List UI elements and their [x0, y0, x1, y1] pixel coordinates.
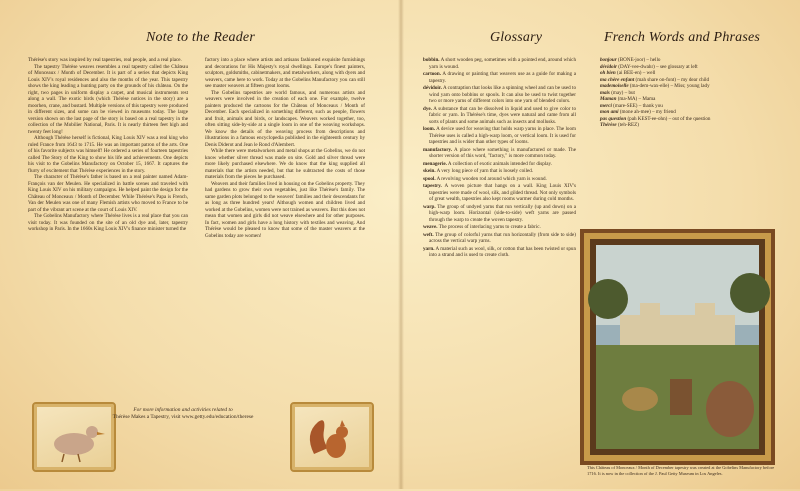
- tapestry-image: [580, 229, 775, 491]
- note-title: Note to the Reader: [146, 30, 255, 45]
- french-entry: merci (mare-SEE) – thank you: [600, 102, 663, 109]
- french-entry: dévidoir (DAY-vee-dwahr) – see glossary at left: [600, 63, 698, 70]
- glossary-entry: warp. The group of undyed yarns that run vertically (up and down) on a high-warp loom. Horizontal (side-to-side) weft yarns are passed through the warp to create the woven tapestry.: [423, 203, 576, 223]
- note-paragraph: The character of Thérèse's father is based on a real painter named Adam-François van der Meulen. He specialized in battle scenes and traveled with King Louis XIV on his military campaigns. He helped paint the design for the Château of Monceaux / Month of December. While Thérèse's Papa is French, Van der Meulen was one of many Flemish artists who moved to France to be part of the vibrant art scene at the court of Louis XIV.: [28, 174, 188, 213]
- note-paragraph: Although Thérèse herself is fictional, King Louis XIV was a real king who ruled France from 1643 to 1715. He was an important patron of the arts. One of his favorite subjects was himself! He ordered a series of fourteen tapestries called The Story of the King to show his life and achievements. One depicts his visit to the Gobelins Manufactory on October 15, 1667. It captures the flurry of excitement that Thérèse experiences in the story.: [28, 135, 188, 174]
- french-entry: bonjour (BONE-joor) – hello: [600, 57, 661, 63]
- french-entry: mon ami (mone ah-mee) – my friend: [600, 109, 676, 115]
- note-paragraph: While there were metalworkers and metal shops at the Gobelins, we do not know whether silver thread was made on site. Gold and silver thread were more likely purchased elsewhere. We do know that the king supplied all materials that the artists needed, but that he subtracted the costs of those materials from the pieces he purchased.: [205, 148, 365, 180]
- french-entry: mais (may) – but: [600, 89, 635, 96]
- glossary-entry: cartoon. A drawing or painting that weavers use as a guide for making a tapestry.: [423, 71, 576, 84]
- duck-icon: [34, 404, 114, 470]
- note-paragraph: The Gobelins Manufactory where Thérèse lives is a real place that you can visit today. It was founded on the site of an old dye and, later, tapestry workshop in Paris. In the 1660s King Louis XIV's finance minister turned the: [28, 213, 188, 232]
- french-entry: mademoiselle (ma-dem-wax-elle) – Miss; young lady: [600, 83, 710, 89]
- footer-link[interactable]: Thérèse Makes a Tapestry, visit www.getty.edu/education/therese: [112, 414, 254, 420]
- glossary-entry: weave. The process of interlacing yarns to create a fabric.: [423, 224, 541, 230]
- french-entry: oh bien (ai BEE-en) – well: [600, 70, 656, 76]
- page-fold: [398, 0, 404, 489]
- french-title: French Words and Phrases: [604, 30, 761, 45]
- glossary-entry: skein. A very long piece of yarn that is loosely coiled.: [423, 168, 534, 174]
- note-paragraph: The tapestry Thérèse weaves resembles a real tapestry called the Château of Monceaux / Month of December. It is part of a series that depicts King Louis XIV's royal residences and also the months of the year. This tapestry shows the king leading a hunting party on the grounds of his château. On the right, two pages in uniform display a carpet, and musical instruments rest along a wall. The exotic birds (which Thérèse notices in the story) are a moorhen, crane, and bustard. Multiple versions of this tapestry were produced in different sizes, and some can be viewed in museums today. The large version shown on the last page of the story is based on a real tapestry in the collection of the Mobilier National, Paris. It is nearly thirteen feet high and twenty feet long!: [28, 63, 188, 135]
- duck-tile-image: [32, 402, 116, 472]
- glossary-entry: menagerie. A collection of exotic animals intended for display.: [423, 160, 552, 167]
- footer-info: [108, 407, 258, 421]
- french-entry: Maman (ma-MA) – Mama: [600, 96, 656, 102]
- tapestry-icon: [580, 229, 775, 465]
- glossary-title: Glossary: [490, 30, 543, 45]
- tapestry-caption: This Château of Monceaux / Month of December tapestry was created at the Gobelins Manufactory before 1716. It is now in the collection of the J. Paul Getty Museum in Los Angeles.: [587, 465, 775, 476]
- note-column-1: [28, 57, 188, 233]
- glossary-entry: spool. A revolving wooden rod around which yarn is wound.: [423, 175, 547, 182]
- note-column-2: [205, 57, 365, 239]
- glossary-entry: loom. A device used for weaving that holds warp yarns in place. The loom Thérèse uses is called a high-warp loom, or vertical loom. It is used for tapestries and is wider than other types of looms.: [423, 126, 576, 145]
- squirrel-tile-image: [290, 402, 374, 472]
- french-list: [594, 57, 784, 129]
- glossary-entry: manufactory. A place where something is manufactured or made. The shorter version of this word, "factory," is more common today.: [423, 146, 576, 159]
- note-paragraph: The Gobelins tapestries are world famous, and numerous artists and weavers were involved in the creation of each one. For example, twelve painters produced the cartoons for the Château of Monceaux / Month of December. Each specialized in something different, such as people, flowers and fruit, animals and birds, or landscapes. Weavers worked together, too, often sitting side-by-side at a single loom in one of the weaving workshops. We know the details of the weaving process from descriptions and illustrations in a famous encyclopedia published in the eighteenth century by Denis Diderot and Jean le Rond d'Alembert.: [205, 89, 365, 148]
- glossary-entry: tapestry. A woven picture that hangs on a wall. King Louis XIV's tapestries were made of wool, silk, and gilded thread. Not only symbols of great wealth, tapestries also kept rooms warmer during cold months.: [423, 183, 576, 202]
- glossary-entry: yarn. A material such as wool, silk, or cotton that has been twisted or spun into a strand and is used to create cloth.: [423, 245, 576, 258]
- glossary-entry: dye. A substance that can be dissolved in liquid and used to give color to fabric or yarn. In Thérèse's time, dyes were natural and came from all sorts of plants and some animals such as insects and mollusks.: [423, 105, 576, 125]
- note-paragraph: Weavers and their families lived in housing on the Gobelins property. They had gardens to grow their own vegetables, just like Thérèse's family. The same garden plots belonged to the weavers' families and their descendants for as long as three hundred years! Although women and children lived and worked at the Gobelins, women were not trained as weavers. But this does not mean that women and girls did not weave elsewhere and for other purposes. In fact, women and girls have a long history with textiles and weaving. And Thérèse would be pleased to know that some of the master weavers at the Gobelins today are women!: [205, 180, 365, 239]
- glossary-entry: weft. The group of colorful yarns that run horizontally (from side to side) across the vertical warp yarns.: [423, 231, 577, 244]
- glossary-list: [423, 57, 576, 260]
- note-paragraph: Thérèse's story was inspired by real tapestries, real people, and a real place.: [28, 57, 182, 63]
- french-entry: ma chère enfant (mah share on-font) – my dear child: [600, 76, 710, 83]
- squirrel-icon: [292, 404, 372, 470]
- glossary-entry: dévidoir. A contraption that looks like a spinning wheel and can be used to wind yarn onto bobbins or spools. It can also be used to twist together two or more yarns of different colors into one yarn of blended colors.: [423, 85, 576, 104]
- note-paragraph: factory into a place where artists and artisans fashioned exquisite furnishings and decorations for His Majesty's royal dwellings. Europe's finest painters, sculptors, goldsmiths, cabinetmakers, and metalworkers, along with dyers and weavers, came here to work. Today at the Gobelins Manufactory you can still see master weavers at fifteen great looms.: [205, 57, 365, 89]
- french-entry: pas question (pah KEST-ee-ohn) – out of the question: [600, 115, 711, 122]
- glossary-entry: bobbin. A short wooden peg, sometimes with a pointed end, around which yarn is wound.: [423, 57, 576, 70]
- french-entry: Thérèse (teh-REZ): [600, 122, 639, 128]
- footer-line: For more information and activities related to: [133, 407, 233, 413]
